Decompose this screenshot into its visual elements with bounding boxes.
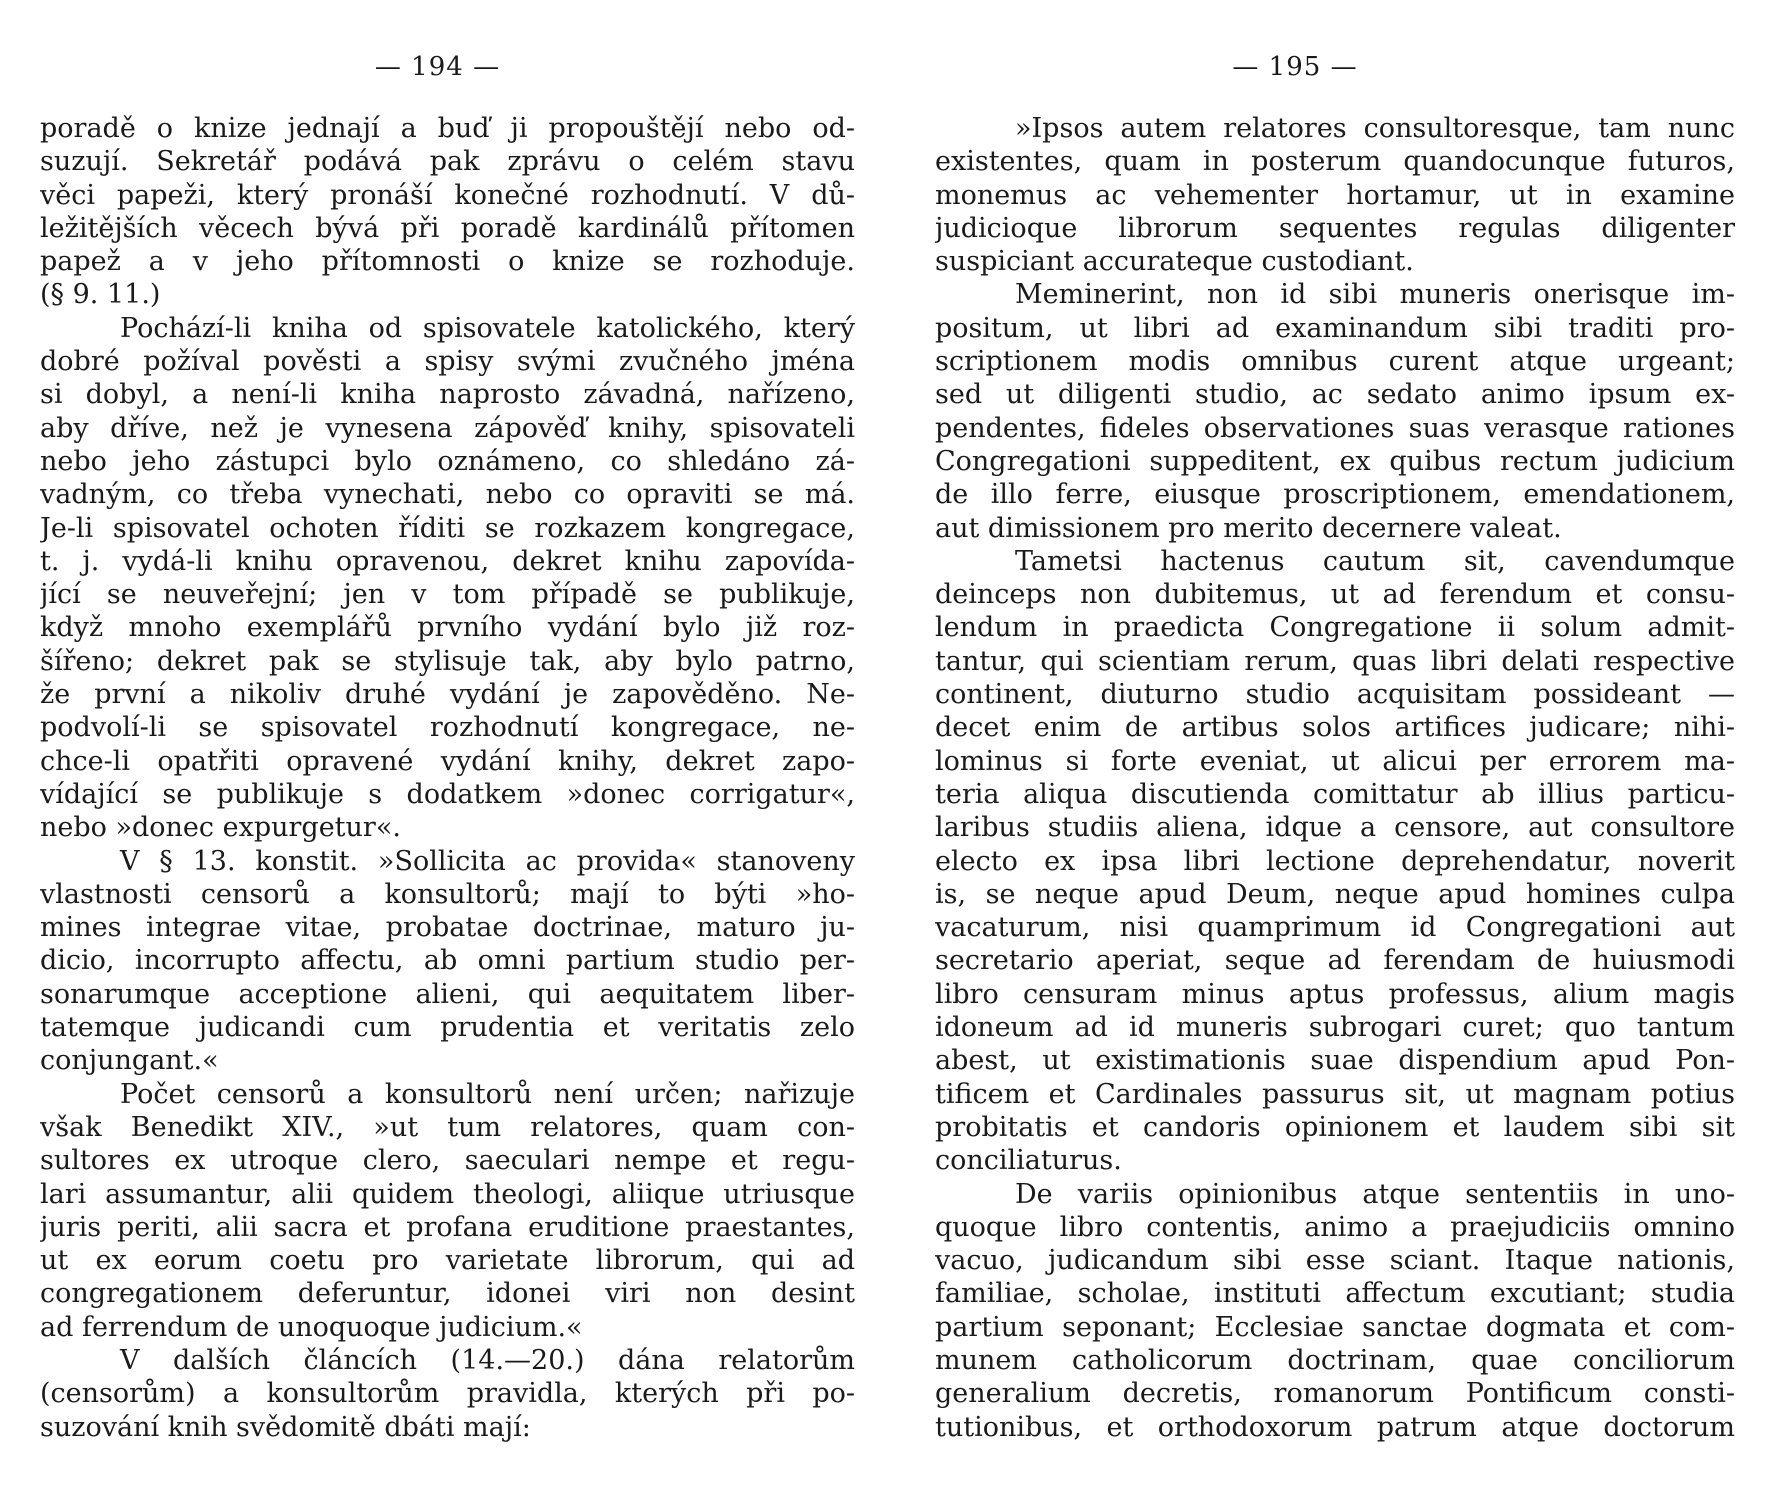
text-line: šířeno; dekret pak se stylisuje tak, aby bylo patrno, [40, 645, 855, 677]
text-line: continent, diuturno studio acquisitam possideant — [935, 679, 1735, 711]
text-line: sed ut diligenti studio, ac sedato animo ipsum ex- [935, 379, 1735, 411]
text-line: congregationem deferuntur, idonei viri non desint [40, 1278, 855, 1310]
text-line: vlastnosti censorů a konsultorů; mají to býti »ho- [40, 878, 855, 910]
text-line: nebo »donec expurgetur«. [40, 812, 401, 844]
text-line: suzování knih svědomitě dbáti mají: [40, 1411, 531, 1443]
text-line: vacuo, judicandum sibi esse sciant. Itaque nationis, [935, 1245, 1735, 1277]
text-line: libro censuram minus aptus professus, alium magis [935, 978, 1735, 1010]
text-line: Tametsi hactenus cautum sit, cavendumque [1015, 545, 1735, 577]
text-line: dobré požíval pověsti a spisy svými zvučného jména [40, 346, 855, 378]
left-page [40, 0, 855, 1500]
text-line: vacaturum, nisi quamprimum id Congregationi aut [935, 912, 1735, 944]
text-line: V dalších článcích (14.—20.) dána relatorům [120, 1344, 855, 1376]
text-line: chce-li opatřiti opravené vydání knihy, dekret zapo- [40, 745, 855, 777]
text-line: mines integrae vitae, probatae doctrinae, maturo ju- [40, 912, 855, 944]
text-line: lominus si forte eveniat, ut alicui per errorem ma- [935, 745, 1735, 777]
text-line: tificem et Cardinales passurus sit, ut magnam potius [935, 1078, 1735, 1110]
text-line: (§ 9. 11.) [40, 279, 161, 311]
text-line: quoque libro contentis, animo a praejudiciis omnino [935, 1211, 1735, 1243]
text-line: ut ex eorum coetu pro varietate librorum, qui ad [40, 1245, 855, 1277]
text-line: scriptionem modis omnibus curent atque urgeant; [935, 346, 1735, 378]
text-line: Je-li spisovatel ochoten říditi se rozkazem kongregace, [40, 512, 855, 544]
text-line: conciliaturus. [935, 1145, 1122, 1177]
text-line: Congregationi suppeditent, ex quibus rectum judicium [935, 445, 1735, 477]
text-line: že první a nikoliv druhé vydání je zapověděno. Ne- [40, 679, 855, 711]
text-line: conjungant.« [40, 1045, 219, 1077]
text-line: aut dimissionem pro merito decernere valeat. [935, 512, 1562, 544]
text-line: familiae, scholae, instituti affectum excutiant; studia [935, 1278, 1735, 1310]
text-line: nebo jeho zástupci bylo oznámeno, co shledáno zá- [40, 445, 855, 477]
text-line: V § 13. konstit. »Sollicita ac provida« stanoveny [120, 845, 855, 877]
text-line: idoneum ad id muneris subrogari curet; quo tantum [935, 1012, 1735, 1044]
text-line: partium seponant; Ecclesiae sanctae dogmata et com- [935, 1311, 1735, 1343]
text-line: sonarumque acceptione alieni, qui aequitatem liber- [40, 978, 855, 1010]
text-line: ležitějších věcech bývá při poradě kardinálů přítomen [40, 212, 855, 244]
text-line: suzují. Sekretář podává pak zprávu o celém stavu [40, 146, 855, 178]
text-line: monemus ac vehementer hortamur, ut in examine [935, 179, 1735, 211]
page-text [40, 112, 855, 1444]
text-line: papež a v jeho přítomnosti o knize se rozhoduje. [40, 246, 855, 278]
right-page [935, 0, 1735, 1500]
text-line: si dobyl, a není-li kniha naprosto závadná, nařízeno, [40, 379, 855, 411]
text-line: věci papeži, který pronáší konečné rozhodnutí. V dů- [40, 179, 855, 211]
text-line: generalium decretis, romanorum Pontificum consti- [935, 1378, 1735, 1410]
text-line: secretario aperiat, seque ad ferendam de huiusmodi [935, 945, 1735, 977]
page-number: — 195 — [1232, 52, 1358, 82]
text-line: Počet censorů a konsultorů není určen; nařizuje [120, 1078, 855, 1110]
text-line: sultores ex utroque clero, saeculari nempe et regu- [40, 1145, 855, 1177]
text-line: deinceps non dubitemus, ut ad ferendum et consu- [935, 579, 1735, 611]
text-line: tatemque judicandi cum prudentia et veritatis zelo [40, 1012, 855, 1044]
text-line: (censorům) a konsultorům pravidla, kterých při po- [40, 1378, 855, 1410]
text-line: De variis opinionibus atque sententiis in uno- [1015, 1178, 1735, 1210]
text-line: t. j. vydá-li knihu opravenou, dekret knihu zapovída- [40, 545, 855, 577]
text-line: dicio, incorrupto affectu, ab omni partium studio per- [40, 945, 855, 977]
text-line: probitatis et candoris opinionem et laudem sibi sit [935, 1111, 1735, 1143]
text-line: decet enim de artibus solos artifices judicare; nihi- [935, 712, 1735, 744]
text-line: judicioque librorum sequentes regulas diligenter [935, 212, 1735, 244]
text-line: vídající se publikuje s dodatkem »donec corrigatur«, [40, 778, 855, 810]
text-line: is, se neque apud Deum, neque apud homines culpa [935, 878, 1735, 910]
page-number: — 194 — [374, 52, 501, 82]
text-line: lendum in praedicta Congregatione ii solum admit- [935, 612, 1735, 644]
text-line: když mnoho exemplářů prvního vydání bylo již roz- [40, 612, 855, 644]
text-line: laribus studiis aliena, idque a censore, aut consultore [935, 812, 1735, 844]
text-line: »Ipsos autem relatores consultoresque, tam nunc [1015, 113, 1735, 144]
text-line: ad ferrendum de unoquoque judicium.« [40, 1311, 583, 1343]
text-line: positum, ut libri ad examinandum sibi traditi pro- [935, 312, 1735, 344]
text-line: vadným, co třeba vynechati, nebo co opraviti se má. [40, 479, 855, 511]
text-line: teria aliqua discutienda comittatur ab illius particu- [935, 778, 1735, 810]
text-line: munem catholicorum doctrinam, quae conciliorum [935, 1344, 1735, 1376]
text-line: electo ex ipsa libri lectione deprehendatur, noverit [935, 845, 1735, 877]
text-line: aby dříve, než je vynesena zápověď knihy, spisovateli [40, 412, 855, 444]
text-line: lari assumantur, alii quidem theologi, aliique utriusque [40, 1178, 855, 1210]
text-line: pendentes, fideles observationes suas verasque rationes [935, 412, 1735, 444]
text-line: de illo ferre, eiusque proscriptionem, emendationem, [935, 479, 1735, 511]
text-line: suspiciant accurateque custodiant. [935, 246, 1414, 278]
text-line: Meminerint, non id sibi muneris onerisque im- [1015, 279, 1735, 311]
text-line: Pochází-li kniha od spisovatele katolického, který [120, 312, 855, 344]
text-line: jící se neuveřejní; jen v tom případě se publikuje, [40, 579, 855, 611]
text-line: existentes, quam in posterum quandocunque futuros, [935, 146, 1735, 178]
text-line: podvolí-li se spisovatel rozhodnutí kongregace, ne- [40, 712, 855, 744]
text-line: však Benedikt XIV., »ut tum relatores, quam con- [40, 1111, 855, 1143]
text-line: tantur, qui scientiam rerum, quas libri delati respective [935, 645, 1735, 677]
text-line: poradě o knize jednají a buď ji propouštějí nebo od- [40, 113, 855, 144]
text-line: tutionibus, et orthodoxorum patrum atque doctorum [935, 1411, 1735, 1443]
text-line: juris periti, alii sacra et profana eruditione praestantes, [40, 1211, 855, 1243]
page-text [935, 112, 1735, 1444]
text-line: abest, ut existimationis suae dispendium apud Pon- [935, 1045, 1735, 1077]
